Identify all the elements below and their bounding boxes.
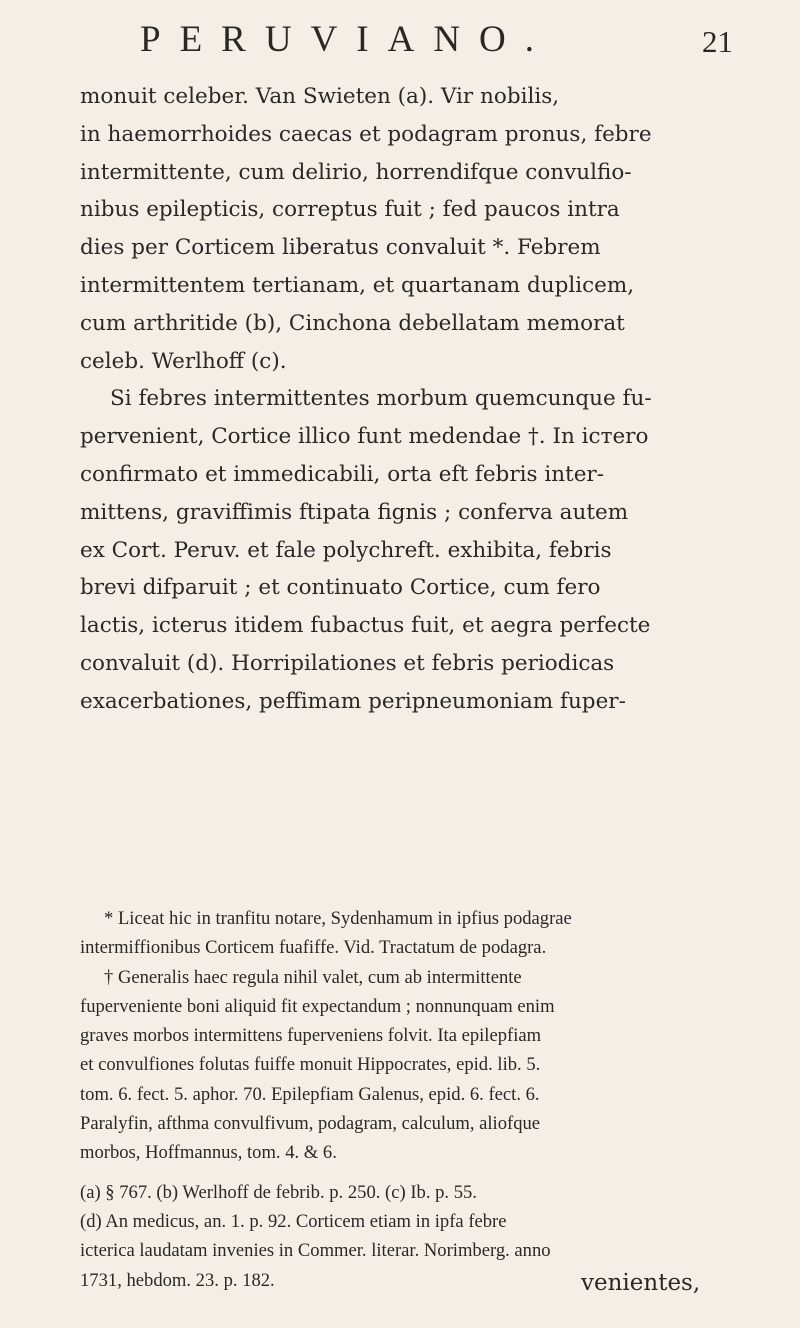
footnote-line: * Liceat hic in tranfitu notare, Sydenhamum in ipfius podagrae xyxy=(104,908,572,929)
text-line: brevi difparuit ; et continuato Cortice, cum fero xyxy=(80,575,601,601)
running-title: PERUVIANO. xyxy=(140,19,554,60)
footnote-line: morbos, Hoffmannus, tom. 4. & 6. xyxy=(80,1142,337,1164)
catchword: venientes, xyxy=(581,1270,701,1296)
text-line: mittens, graviffimis ftipata fignis ; conferva autem xyxy=(80,499,629,525)
reference-line: (d) An medicus, an. 1. p. 92. Corticem etiam in ipfa febre xyxy=(80,1210,507,1232)
text-line: lactis, icterus itidem fubactus fuit, et aegra perfecte xyxy=(80,613,651,639)
footnote-line: † Generalis haec regula nihil valet, cum ab intermittente xyxy=(104,966,522,988)
text-line: intermittente, cum delirio, horrendifque convulfio- xyxy=(80,159,632,185)
text-line: convaluit (d). Horripilationes et febris periodicas xyxy=(80,650,615,676)
text-line: in haemorrhoides caecas et podagram pronus, febre xyxy=(80,121,652,147)
text-line: dies per Corticem liberatus convaluit *. Febrem xyxy=(80,235,601,261)
footnote-line: graves morbos intermittens fuperveniens folvit. Ita epilepfiam xyxy=(80,1025,542,1047)
footnote-line: Paralyfin, afthma convulfivum, podagram, calculum, aliofque xyxy=(80,1113,541,1135)
footnotes xyxy=(80,904,740,1295)
main-text xyxy=(80,78,720,721)
text-line: pervenient, Cortice illico funt medendae †. In icтero xyxy=(80,424,649,450)
text-line: confirmato et immedicabili, orta eft febris inter- xyxy=(80,461,604,487)
text-line: Si febres intermittentes morbum quemcunque fu- xyxy=(110,386,652,412)
footnote-line: tom. 6. fect. 5. aphor. 70. Epilepfiam Galenus, epid. 6. fect. 6. xyxy=(80,1083,540,1105)
text-line: celeb. Werlhoff (c). xyxy=(80,348,287,374)
text-line: monuit celeber. Van Swieten (a). Vir nobilis, xyxy=(80,84,560,109)
footnote-line: intermiffionibus Corticem fuafiffe. Vid. Tractatum de podagra. xyxy=(80,937,547,959)
text-line: intermittentem tertianam, et quartanam duplicem, xyxy=(80,272,635,298)
reference-line: 1731, hebdom. 23. p. 182. xyxy=(80,1269,275,1291)
reference-line: icterica laudatam invenies in Commer. literar. Norimberg. anno xyxy=(80,1240,551,1262)
page-header xyxy=(0,18,800,68)
text-line: ex Cort. Peruv. et fale polychreft. exhibita, febris xyxy=(80,537,612,563)
text-line: nibus epilepticis, correptus fuit ; fed paucos intra xyxy=(80,197,620,223)
footnote-line: et convulfiones folutas fuiffe monuit Hippocrates, epid. lib. 5. xyxy=(80,1054,541,1076)
reference-line: (a) § 767. (b) Werlhoff de febrib. p. 250. (c) Ib. p. 55. xyxy=(80,1181,477,1203)
text-line: exacerbationes, peffimam peripneumoniam fuper- xyxy=(80,688,626,714)
page-number: 21 xyxy=(702,24,733,59)
footnote-line: fuperveniente boni aliquid fit expectandum ; nonnunquam enim xyxy=(80,995,555,1017)
text-line: cum arthritide (b), Cinchona debellatam memorat xyxy=(80,310,625,336)
